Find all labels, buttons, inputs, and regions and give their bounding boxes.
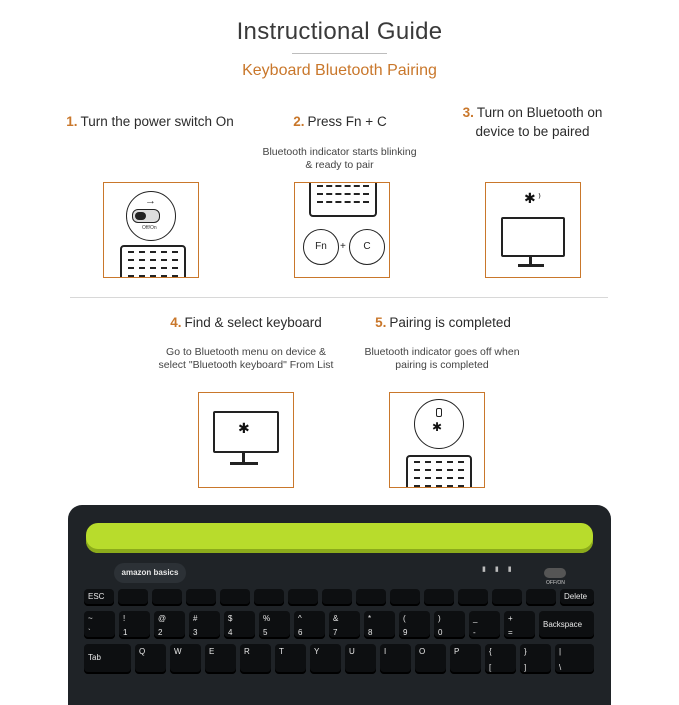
key-8: * 8 <box>364 611 395 639</box>
key-delete: Delete <box>560 589 594 606</box>
c-key-icon: C <box>349 229 385 265</box>
bluetooth-icon: ✱ <box>524 191 536 207</box>
brand-logo: amazon basics <box>114 563 186 583</box>
key-t: T <box>275 644 306 674</box>
key-1: ! 1 <box>119 611 150 639</box>
step-3-number: 3. <box>462 105 474 120</box>
key-f12 <box>492 589 522 606</box>
indicator-leds: ▮▮▮ <box>482 566 521 573</box>
step-2-illustration <box>294 182 390 278</box>
key-minus: _ - <box>469 611 500 639</box>
step-4-number: 4. <box>170 315 182 330</box>
key-f7 <box>322 589 352 606</box>
switch-arrow: → <box>145 195 156 207</box>
step-3-label <box>455 103 610 141</box>
key-2: @ 2 <box>154 611 185 639</box>
step-5-label <box>343 313 543 332</box>
plus-sign: + <box>340 241 346 252</box>
step-5-note: Bluetooth indicator goes off when pairing is completed <box>364 346 520 371</box>
key-5: % 5 <box>259 611 290 639</box>
keyboard-photo <box>68 505 611 705</box>
step-2-label <box>240 112 440 131</box>
step-4-text: Find & select keyboard <box>184 315 322 330</box>
key-equals: + = <box>504 611 535 639</box>
step-4-note: Go to Bluetooth menu on device & select "Bluetooth keyboard" From List <box>158 346 334 371</box>
page-subtitle: Keyboard Bluetooth Pairing <box>242 62 437 79</box>
key-f11 <box>458 589 488 606</box>
key-f3 <box>186 589 216 606</box>
step-1-illustration <box>103 182 199 278</box>
monitor-base <box>518 264 544 267</box>
key-f9 <box>390 589 420 606</box>
bluetooth-icon: ✱ <box>432 420 443 434</box>
indicator-led <box>436 408 442 417</box>
key-f8 <box>356 589 386 606</box>
key-6: ^ 6 <box>294 611 325 639</box>
bluetooth-icon: ✱ <box>238 421 250 437</box>
step-3-text: Turn on Bluetooth on device to be paired <box>475 105 603 139</box>
key-f5 <box>254 589 284 606</box>
key-esc: ESC <box>84 589 114 606</box>
monitor-icon <box>501 217 565 257</box>
key-r: R <box>240 644 271 674</box>
key-backtick: ~ ` <box>84 611 115 639</box>
step-5-text: Pairing is completed <box>389 315 511 330</box>
key-right-bracket: } ] <box>520 644 551 674</box>
key-3: # 3 <box>189 611 220 639</box>
fn-key-icon: Fn <box>303 229 339 265</box>
step-1-text: Turn the power switch On <box>80 114 234 129</box>
key-f10 <box>424 589 454 606</box>
monitor-base <box>230 462 258 465</box>
power-switch <box>544 568 566 578</box>
step-4-label <box>146 313 346 332</box>
section-divider <box>70 297 608 298</box>
indicator-callout <box>414 399 464 449</box>
mini-keyboard-icon <box>406 455 472 488</box>
key-i: I <box>380 644 411 674</box>
key-p: P <box>450 644 481 674</box>
key-lock <box>526 589 556 606</box>
key-y: Y <box>310 644 341 674</box>
switch-label: Off/On <box>142 225 157 231</box>
key-f1 <box>118 589 148 606</box>
key-7: & 7 <box>329 611 360 639</box>
key-f6 <box>288 589 318 606</box>
step-4-illustration <box>198 392 294 488</box>
device-cradle <box>86 523 593 553</box>
key-tab: Tab <box>84 644 131 674</box>
step-5-illustration <box>389 392 485 488</box>
step-5-number: 5. <box>375 315 387 330</box>
step-1-number: 1. <box>66 114 78 129</box>
key-f2 <box>152 589 182 606</box>
key-e: E <box>205 644 236 674</box>
key-4: $ 4 <box>224 611 255 639</box>
power-switch-label: OFF/ON <box>546 580 565 586</box>
mini-keyboard-icon <box>120 245 186 278</box>
step-1-label <box>50 112 250 131</box>
key-o: O <box>415 644 446 674</box>
signal-waves-icon: ⁾ <box>538 191 541 205</box>
key-w: W <box>170 644 201 674</box>
step-2-note: Bluetooth indicator starts blinking & ready to pair <box>262 146 417 171</box>
step-2-text: Press Fn + C <box>307 114 387 129</box>
key-backspace: Backspace <box>539 611 594 639</box>
key-backslash: | \ <box>555 644 594 674</box>
page-title: Instructional Guide <box>236 18 443 45</box>
step-2-number: 2. <box>293 114 305 129</box>
power-switch-callout <box>126 191 176 241</box>
mini-keyboard-icon <box>309 182 377 217</box>
key-f4 <box>220 589 250 606</box>
key-9: ( 9 <box>399 611 430 639</box>
key-left-bracket: { [ <box>485 644 516 674</box>
power-switch-icon <box>132 209 160 223</box>
step-3-illustration <box>485 182 581 278</box>
key-u: U <box>345 644 376 674</box>
key-0: ) 0 <box>434 611 465 639</box>
title-rule <box>292 53 387 54</box>
key-q: Q <box>135 644 166 674</box>
